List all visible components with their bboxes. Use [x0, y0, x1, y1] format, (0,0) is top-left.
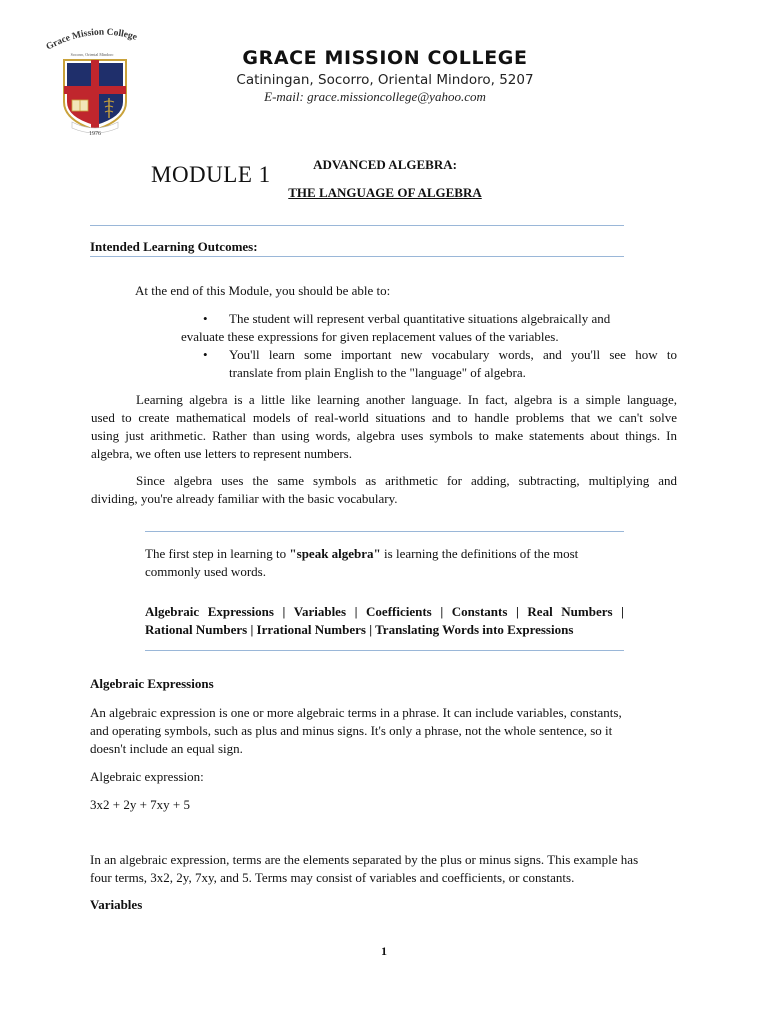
intro-p2-line2: dividing, you're already familiar with the basic vocabulary. — [91, 491, 398, 506]
email-address[interactable]: grace.missioncollege@yahoo.com — [307, 89, 486, 104]
bullet-dot-icon: • — [203, 311, 208, 326]
algebraic-expressions-line3: doesn't include an equal sign. — [90, 741, 243, 756]
module-title-line2: THE LANGUAGE OF ALGEBRA — [288, 185, 482, 200]
callout-bottom-rule — [145, 650, 624, 651]
bullet-1-line1: The student will represent verbal quantitative situations algebraically and — [229, 311, 611, 326]
example-expression: 3x2 + 2y + 7xy + 5 — [90, 797, 190, 812]
outcomes-heading: Intended Learning Outcomes: — [90, 239, 258, 254]
divider-top — [90, 225, 624, 226]
callout-speak-algebra: "speak algebra" — [289, 546, 381, 561]
outcome-bullet-2 — [203, 346, 677, 364]
bullet-dot-icon: • — [203, 347, 208, 362]
callout-topics-line2: Rational Numbers | Irrational Numbers | Translating Words into Expressions — [145, 622, 574, 637]
callout-text-after: is learning the definitions of the most — [380, 546, 579, 561]
callout-top-rule — [145, 531, 624, 532]
algebraic-expressions-line1: An algebraic expression is one or more algebraic terms in a phrase. It can include variables, constants, — [90, 705, 622, 720]
college-address: Catiningan, Socorro, Oriental Mindoro, 5207 — [236, 72, 534, 88]
terms-line2: four terms, 3x2, 2y, 7xy, and 5. Terms may consist of variables and coefficients, or constants. — [90, 870, 575, 885]
email-label: E-mail: — [264, 89, 304, 104]
bullet-2-line1: You'll learn some important new vocabulary words, and you'll see how to — [229, 347, 677, 362]
intro-p1-line4: algebra, we often use letters to represent numbers. — [91, 446, 352, 461]
example-label: Algebraic expression: — [90, 769, 204, 784]
outcome-bullet-1 — [203, 310, 610, 328]
college-email-line — [170, 89, 580, 105]
callout-line1 — [145, 545, 578, 563]
svg-text:Grace Mission College — [45, 28, 138, 53]
intro-p1-line2: used to create mathematical models of real-world situations and to handle problems that we can't solve — [91, 410, 677, 425]
algebraic-expressions-line2: and operating symbols, such as plus and minus signs. It's only a phrase, not the whole sentence, so it — [90, 723, 613, 738]
module-number: MODULE 1 — [151, 162, 271, 187]
intro-p2-line1: Since algebra uses the same symbols as arithmetic for adding, subtracting, multiplying and — [136, 473, 677, 488]
section-heading-algebraic-expressions: Algebraic Expressions — [90, 676, 214, 691]
module-title-line1: ADVANCED ALGEBRA: — [313, 157, 457, 172]
logo-arc-text: Grace Mission College — [44, 27, 139, 53]
outcomes-intro: At the end of this Module, you should be able to: — [135, 283, 391, 298]
section-heading-variables: Variables — [90, 897, 143, 912]
logo-year: 1976 — [89, 131, 101, 137]
logo-sub-text: Socorro, Oriental Mindoro — [70, 52, 114, 57]
intro-p1-line1: Learning algebra is a little like learning another language. In fact, algebra is a simple language, — [136, 392, 677, 407]
terms-line1: In an algebraic expression, terms are the elements separated by the plus or minus signs. This example has — [90, 852, 639, 867]
college-name: GRACE MISSION COLLEGE — [242, 47, 528, 69]
callout-line2: commonly used words. — [145, 564, 266, 579]
callout-text-before: The first step in learning to — [145, 546, 290, 561]
callout-topics-line1: Algebraic Expressions | Variables | Coefficients | Constants | Real Numbers | — [145, 604, 624, 619]
page-number: 1 — [381, 944, 387, 958]
intro-p1-line3: using just arithmetic. Rather than using words, algebra uses symbols to make statements about things. In — [91, 428, 677, 443]
divider-outcomes — [90, 256, 624, 257]
college-logo-icon — [38, 22, 150, 138]
bullet-1-line2: evaluate these expressions for given replacement values of the variables. — [181, 329, 559, 344]
bullet-2-line2: translate from plain English to the "language" of algebra. — [229, 365, 526, 380]
